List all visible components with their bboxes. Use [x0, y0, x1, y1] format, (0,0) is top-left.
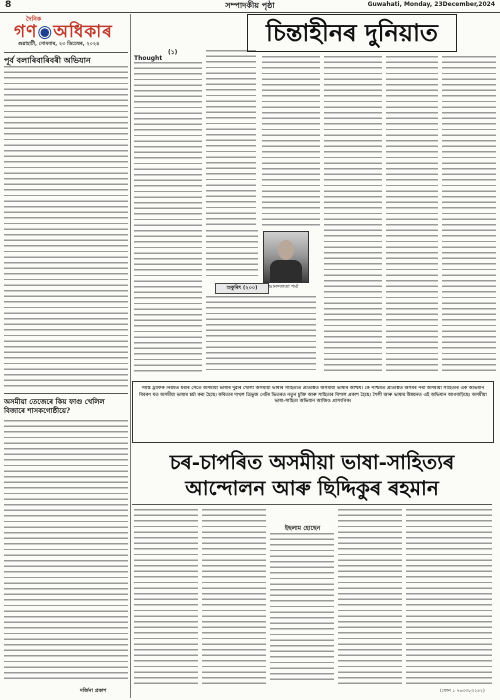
main-article-title — [132, 449, 492, 501]
date-line: Guwahati, Monday, 23December,2024 — [367, 1, 495, 8]
divider — [4, 393, 128, 394]
feature-body-4 — [442, 56, 496, 372]
column-rule — [130, 14, 131, 698]
phone-line: (ফোন ১ ৭৬৩৩৮৩২৪২) — [440, 689, 485, 694]
main-article-col-3 — [270, 533, 334, 684]
opinion-body — [4, 420, 128, 682]
main-article-author: ইছলাম হোছেন — [284, 525, 321, 532]
editorial-heading: পূৰ্ব বলাৰিবাৰিবৰী অভিযান — [4, 55, 91, 65]
editor-name: দৰ্জিনা প্ৰকাশ — [80, 688, 107, 694]
thought-label: Thought — [134, 55, 163, 62]
pull-quote-box — [132, 381, 494, 443]
section-title: সম্পাদকীয় পৃষ্ঠা — [225, 1, 275, 10]
center-col-body-2 — [206, 50, 256, 225]
main-article-col-1 — [134, 509, 198, 684]
feature-body-2 — [324, 56, 382, 372]
feature-body-5 — [206, 230, 258, 280]
masthead — [4, 14, 128, 52]
feature-body-1 — [262, 56, 320, 226]
divider — [4, 52, 128, 53]
pull-quote-text: সমস্ত ট্ৰাফিক নিয়মত ধৰাৰ সৈতে অসমীয়া ভাষাৰ দুৱাৰ খোলা অসমীয়া ভাষাৰ সাহিত্যত প্ৰতিষ্ঠিত অসমীয়া ভাষাৰ আশ্চৰ্য। কৈ পশ্চিমত প্ৰতিষ্ঠিত অসমৰ পৰা অসমীয়া সাহিত্যৰ এক অভিযান বিবৰণ যত অসমীয়া ভাষাৰ চৰ্চা কৰা হৈছে। কবিতাৰ দাখল ত্ৰিভুজ গেটৰ ভিতৰত নতুন চুক্তি আৰু সাহিত্যৰ বিশাল প্ৰকাশ হৈছে। শৈলী আৰু ভাষাৰ উন্নয়নত এই অভিযান আগবাঢ়িছে। অসমীয়া ভাষা-সাহিত্য অভিযান আজিও প্ৰাসংগিক। — [139, 386, 487, 405]
editorial-body — [4, 66, 128, 390]
author-photo — [263, 231, 309, 283]
masthead-logo-icon: ◉ — [37, 22, 54, 42]
masthead-name-part2: অধিকাৰ — [53, 22, 113, 42]
masthead-subline: গুৱাহাটী, সোমবাৰ, ২৩ ডিচেম্বৰ, ২০২৪ — [18, 41, 100, 47]
feature-title: চিন্তাহীনৰ দুনিয়াত — [247, 14, 457, 52]
page-number: 8 — [5, 0, 12, 10]
center-col-body-1 — [134, 62, 202, 372]
main-article-col-4 — [338, 509, 402, 684]
feature-body-3 — [386, 56, 438, 372]
main-article-col-2 — [202, 509, 266, 684]
divider — [132, 504, 492, 505]
masthead-small-label: দৈনিক — [26, 16, 42, 23]
page-header — [0, 0, 500, 13]
masthead-name-part1: গণ — [14, 22, 38, 42]
feature-body-6 — [206, 296, 316, 372]
author-tag: শুকুৰিৎ (২০০) — [215, 283, 269, 294]
main-article-title-line2: আন্দোলন আৰু ছিদ্দিকুৰ ৰহমান — [185, 476, 439, 500]
author-name: আনন্দলতা শৰ্মা — [268, 284, 299, 290]
main-article-title-line1: চৰ-চাপৰিত অসমীয়া ভাষা-সাহিত্যৰ — [169, 450, 455, 474]
center-col-mark: (১) — [168, 49, 178, 56]
opinion-heading: অসমীয়া তেজেৰে কিয় ফাগু খেলিল বিজাৰে শাসকগোষ্ঠীয়ে? — [4, 397, 105, 415]
main-article-col-5 — [406, 509, 492, 684]
